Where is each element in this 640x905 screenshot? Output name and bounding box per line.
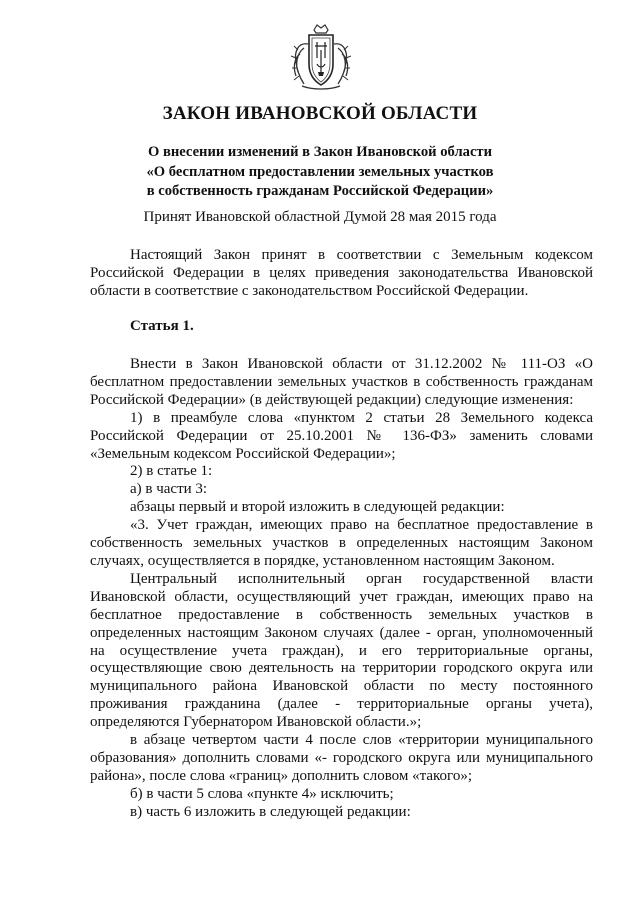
coat-of-arms-emblem bbox=[290, 24, 352, 92]
subtitle-line: «О бесплатном предоставлении земельных участков bbox=[146, 163, 494, 180]
paragraph: Центральный исполнительный орган государственной власти Ивановской области, осуществляющий учет граждан, имеющих право на бесплатное предоставление в собственность земельных участков в определенных настоящим Законом случаях (далее - орган, уполномоченный на осуществление учета граждан), и его территориальные органы, осуществляющие свою деятельность на территории городского округа или муниципального района Ивановской области по месту постоянного проживания гражданина (далее - территориальные органы учета), определяются Губернатором Ивановской области.»; bbox=[90, 570, 593, 731]
paragraph: «3. Учет граждан, имеющих право на бесплатное предоставление в собственность земельных участков в определенных настоящим Законом случаях, осуществляется в порядке, установленном настоящим Законом. bbox=[90, 517, 593, 569]
paragraph: а) в части 3: bbox=[130, 481, 208, 498]
paragraph: Внести в Закон Ивановской области от 31.12.2002 № 111-ОЗ «О бесплатном предоставлении земельных участков в собственность гражданам Российской Федерации» (в действующей редакции) следующие изменения: bbox=[90, 356, 593, 408]
intro-block bbox=[90, 247, 593, 301]
paragraph: 2) в статье 1: bbox=[130, 463, 213, 480]
paragraph: 1) в преамбуле слова «пунктом 2 статьи 28 Земельного кодекса Российской Федерации от 25.10.2001 № 136-ФЗ» заменить словами «Земельным кодексом Российской Федерации»; bbox=[90, 409, 593, 462]
article-body bbox=[90, 356, 593, 822]
adoption-date: Принят Ивановской областной Думой 28 мая 2015 года bbox=[143, 209, 497, 225]
paragraph: в абзаце четвертом части 4 после слов «территории муниципального образования» дополнить словами «- городского округа или муниципального района», после слова «границ» дополнить словом «такого»; bbox=[90, 732, 593, 784]
article-heading: Статья 1. bbox=[130, 318, 194, 334]
paragraph: абзацы первый и второй изложить в следующей редакции: bbox=[130, 499, 505, 516]
subtitle-line: О внесении изменений в Закон Ивановской области bbox=[147, 144, 493, 160]
paragraph: в) часть 6 изложить в следующей редакции: bbox=[130, 803, 411, 820]
law-subtitle bbox=[0, 143, 640, 202]
law-title: ЗАКОН ИВАНОВСКОЙ ОБЛАСТИ bbox=[162, 103, 478, 124]
subtitle-line: в собственность гражданам Российской Федерации» bbox=[146, 183, 494, 199]
paragraph: б) в части 5 слова «пункте 4» исключить; bbox=[130, 785, 394, 802]
intro-paragraph: Настоящий Закон принят в соответствии с Земельным кодексом Российской Федерации в целях приведения законодательства Ивановской области в соответствие с законодательством Российской Федерации. bbox=[90, 247, 593, 299]
